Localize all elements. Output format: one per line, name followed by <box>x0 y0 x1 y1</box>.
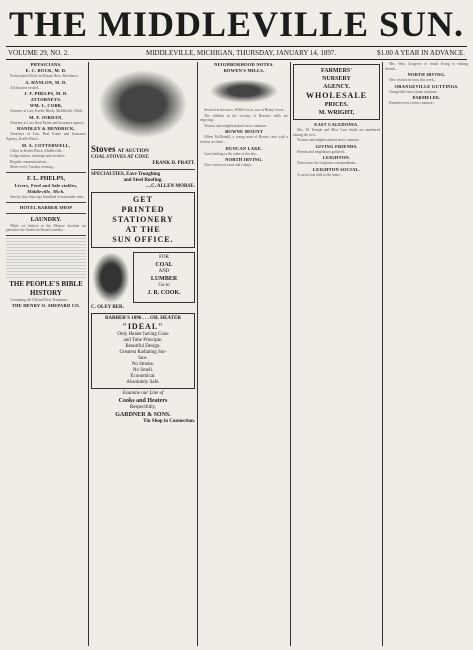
bible-publisher: THE HENRY O. SHEPARD CO. <box>11 303 81 309</box>
laundry-body: While we believe in the Monroe doctrine we patronize the American Steam Laundry... <box>6 223 86 233</box>
stove-engraving <box>91 64 195 144</box>
column-4 <box>293 62 380 646</box>
column-2-ads <box>91 62 195 646</box>
column-rule <box>88 62 89 646</box>
news-body: Corn husking is the order of the day... <box>204 151 259 156</box>
barber-shop: HOTEL BARBER SHOP <box>19 204 73 210</box>
news-body: Mrs. M. Temple and Miss Cora Smith are numbered among the sick... Visitors and neighbourhood news continue... <box>293 128 380 143</box>
phelps-place: Middleville, Mich. <box>27 188 65 194</box>
section-head: LEIGHTON SOCIAL. <box>312 166 361 172</box>
phelps-body: Strictly first-class rigs furnished at reasonable rates. <box>10 194 85 199</box>
news-body: Friends and neighbours gathered... <box>297 149 347 154</box>
column-3 <box>200 62 288 646</box>
card: A. HANLON, M. D. <box>25 79 67 85</box>
news-body: Mrs. Wm. Cosgrove of South Irving is visiting friends... <box>385 62 468 71</box>
section-head: NORTH IRVING. <box>225 157 263 163</box>
news-body: A social was held at the home... <box>297 172 343 177</box>
card: M. F. JORDAN, <box>29 114 63 120</box>
card: WM. L. COBB, <box>29 103 63 109</box>
section-head: NORTH IRVING. <box>407 72 446 78</box>
card-body: Attorney at Law, Keeler Block, Middleville, Mich. <box>10 109 84 114</box>
gardner: GARDNER & SONS. <box>115 412 171 418</box>
news-body: Orangeville news items continue... <box>389 89 439 94</box>
stove-engraving <box>200 76 288 106</box>
laundry-title: LAUNDRY. <box>30 216 62 223</box>
column-rule <box>290 62 291 646</box>
card-body: Office in Keeler Block, Middleville... Lodge notices, meetings and societies... Regular communications... Meets every Tuesday evening... <box>10 148 68 170</box>
news-body: Notes from the Leighton correspondents... <box>297 161 358 166</box>
cooks: Cooks and Heaters <box>118 398 168 404</box>
section-head: BOWNE MOUNT <box>225 129 263 135</box>
place-date: MIDDLEVILLE, MICHIGAN, THURSDAY, JANUARY 14, 1897. <box>146 49 337 57</box>
column-rule <box>382 62 383 646</box>
section-head: NEIGHBORHOOD NOTES. <box>214 62 274 67</box>
section-head: ORANGEVILLE GUTTINGS. <box>394 83 459 89</box>
dateline <box>6 46 467 60</box>
news-body: Now visitors in town and county... <box>204 163 254 168</box>
card: J. F. PHELPS, M. D. <box>24 91 68 97</box>
column-1 <box>6 62 86 646</box>
card: HANDLEY & HENDRICK, <box>16 126 75 132</box>
column-rule <box>197 62 198 646</box>
bible-ad-engraving <box>6 238 86 278</box>
examine: Examine our Line of <box>122 391 164 396</box>
phelps-name: F. L. PHELPS, <box>27 175 65 182</box>
card: E. C. ROCK, M. D. <box>25 68 67 73</box>
cow-engraving <box>91 250 131 305</box>
card-body: Attorney at Law, Real Estate and Insurance agency... <box>10 120 86 125</box>
eave: SPECIALTIES, Eave Troughing <box>91 172 161 177</box>
news-body: Albert McDonald, a young man of Bowne, met with a serious accident... <box>200 135 288 144</box>
bible-title: THE PEOPLE'S BIBLE HISTORY <box>9 279 83 297</box>
stationery-ad: GET PRINTED STATIONERY AT THE SUN OFFICE. <box>91 192 195 248</box>
section-head: LEIGHTON. <box>322 155 351 161</box>
heater-ad: BARBER'S 1896 . . . OIL HEATER "IDEAL" Only Heater having Cone and Tube Principle. Beautiful Design. Greatest Radiating Sur- face. No Smoke. No Smell. Economical. Absolutely Safe. <box>91 313 195 389</box>
coal-ad: FOR COAL AND LUMBER Go to J. R. COOK. <box>133 252 195 303</box>
card: ATTORNEYS. <box>30 97 62 103</box>
masthead: THE MIDDLEVILLE SUN. <box>8 4 465 44</box>
section-head: PARMELEE. <box>412 95 441 101</box>
section-head: GIVING FRIENDS. <box>315 143 358 149</box>
card: M. A. COTTERWELL, <box>21 142 71 148</box>
card-body: Professional Office in Bottom Bros. Residence... <box>10 74 81 78</box>
volume-number: VOLUME 29, NO. 2. <box>8 49 70 57</box>
card-body: Attorneys at Law, Real Estate and Insurance Agency, Keeler Block... <box>6 132 86 141</box>
section-head: BOWEN'S MILLS. <box>223 68 265 73</box>
card-body: All diseases treated... <box>10 85 41 90</box>
coal-stoves: COAL STOVES AT COST. <box>91 155 150 160</box>
column-5 <box>385 62 468 646</box>
bible-body: Containing the Old and New Testament... <box>10 297 70 302</box>
physicians-header: PHYSICIANS. <box>30 62 62 67</box>
tin-shop: Tin Shop in Connection. <box>143 419 195 424</box>
section-head: EAST CALEDONIA. <box>314 122 359 127</box>
news-body: Secured in the news. Willie Lewis, son of Henry Lewis... The children in the vicinity of Bowen's mills are enjoying... Visitors and neighbourhood news continue... <box>200 108 288 128</box>
news-body: Parmelee news items continue... <box>389 101 436 106</box>
stoves-title: Stoves AT AUCTION <box>91 144 149 154</box>
subscription-price: $1.00 A YEAR IN ADVANCE. <box>377 49 465 57</box>
morse: ....C. ALLEN MORSE. <box>146 184 195 189</box>
nursery-ad: FARMERS' NURSERY AGENCY. WHOLESALE PRICES. M. WRIGHT, <box>293 64 380 120</box>
respect: Respectfully, <box>129 405 157 410</box>
phelps-sub: Livery, Feed and Sale stables, <box>14 182 78 188</box>
pratt: FRANK D. PRATT. <box>152 161 195 166</box>
steel: and Steel Roofing. <box>123 178 163 183</box>
news-body: New visitors in town this week... <box>389 78 437 83</box>
olney: C. OLEY BER. <box>91 305 124 310</box>
section-head: DUNCAN LAKE. <box>225 145 263 151</box>
